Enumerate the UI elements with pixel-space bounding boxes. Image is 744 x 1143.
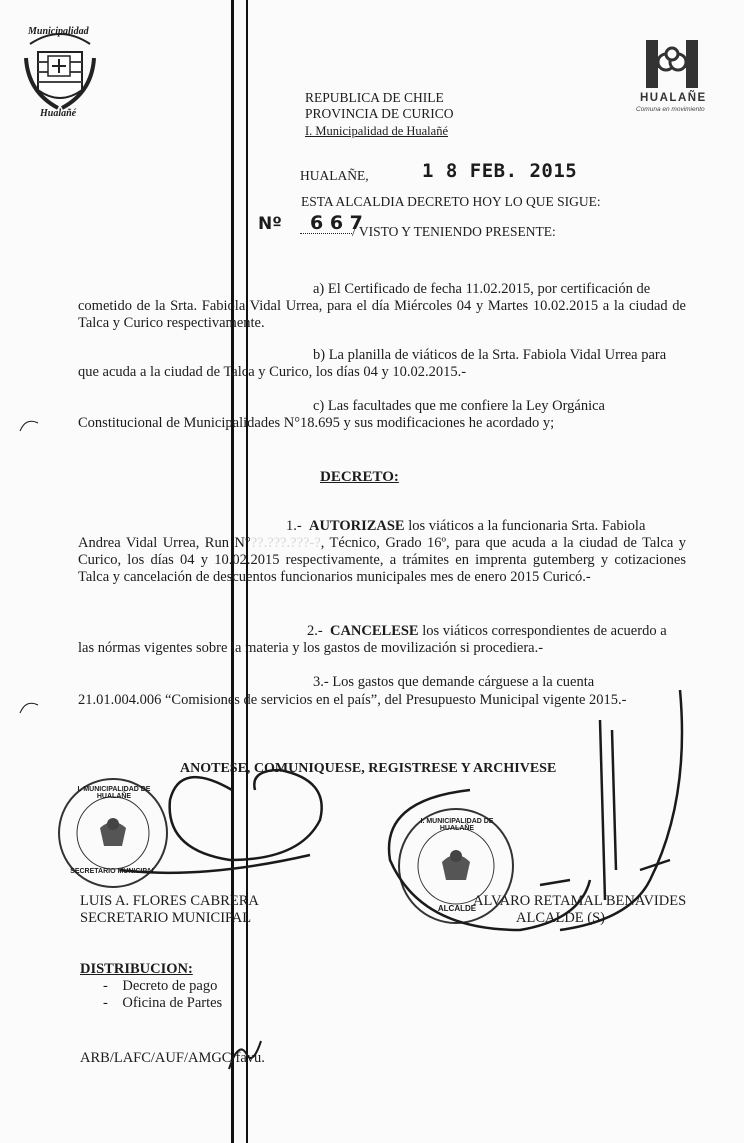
- distribution-heading: DISTRIBUCION:: [80, 961, 193, 977]
- date-stamp: 1 8 FEB. 2015: [422, 160, 578, 182]
- secretary-name: LUIS A. FLORES CABRERA: [80, 893, 259, 909]
- header-province: PROVINCIA DE CURICO: [305, 106, 454, 121]
- article-2-number: 2.-: [307, 623, 323, 639]
- header-republic: REPUBLICA DE CHILE: [305, 90, 444, 105]
- article-2-keyword: CANCELESE: [329, 623, 419, 639]
- article-1-body-start: Andrea Vidal Urrea, Run N°: [78, 535, 251, 551]
- distribution-item: - Decreto de pago: [103, 978, 218, 994]
- consideration-a-first: a) El Certificado de fecha 11.02.2015, por certificación de: [313, 281, 651, 297]
- article-2-rest: las nórmas vigentes sobre la materia y los gastos de movilización si procediera.-: [78, 640, 544, 656]
- article-1-number: 1.-: [286, 518, 302, 534]
- article-1-body-end: , Técnico, Grado 16º, para que acuda a la ciudad de Talca y Curico, los días 04 y 10.02.2015 respectivamente, a trámites en imprenta gutemberg y cotizaciones Talca y cancelación de descuentos funcionarios municipales mes de enero 2015 Curicó.-: [78, 535, 686, 585]
- decree-no-label: Nº: [258, 214, 282, 234]
- distribution-item: - Oficina de Partes: [103, 995, 223, 1011]
- distribution-item-label: Decreto de pago: [122, 978, 218, 994]
- article-1-run-redacted: ??.???.???-?: [250, 535, 321, 551]
- crest-top-text: Municipalidad: [28, 26, 89, 37]
- margin-mark: [18, 697, 42, 717]
- secretary-title: SECRETARIO MUNICIPAL: [80, 910, 252, 926]
- distribution-item-label: Oficina de Partes: [122, 995, 223, 1011]
- mayor-name: ALVARO RETAMAL BENAVIDES: [473, 893, 687, 909]
- brand-name: HUALAÑE: [640, 92, 707, 104]
- decree-number: 6 6 7: [310, 212, 363, 234]
- decree-intro: ESTA ALCALDIA DECRETO HOY LO QUE SIGUE:: [301, 194, 601, 209]
- consideration-a-rest: cometido de la Srta. Fabiola Vidal Urrea, para el día Miércoles 04 y Martes 10.02.2015 a la ciudad de Talca y Curico respectivamente.: [78, 298, 686, 331]
- mayor-stamp-bottom: ALCALDE: [437, 904, 477, 913]
- article-1-keyword: AUTORIZASE: [308, 518, 405, 534]
- decreto-heading: DECRETO:: [320, 469, 399, 485]
- mayor-title: ALCALDE (S): [516, 910, 606, 926]
- article-1-first-rest: los viáticos a la funcionaria Srta. Fabiola: [408, 518, 646, 534]
- mayor-stamp-top: I. MUNICIPALIDAD DE HUALAÑE: [420, 818, 494, 832]
- decree-visto: / VISTO Y TENIENDO PRESENTE:: [352, 224, 556, 239]
- crest-bottom-text: Hualañé: [40, 108, 77, 119]
- article-3-first: 3.- Los gastos que demande cárguese a la cuenta: [313, 674, 595, 690]
- consideration-c-rest: Constitucional de Municipalidades N°18.695 y sus modificaciones he acordado y;: [78, 415, 555, 431]
- header-municipality: I. Municipalidad de Hualañé: [305, 124, 449, 138]
- date-place: HUALAÑE,: [300, 168, 369, 183]
- consideration-b-rest: que acuda a la ciudad de Talca y Curico, los días 04 y 10.02.2015.-: [78, 364, 467, 380]
- consideration-c-first: c) Las facultades que me confiere la Ley Orgánica: [313, 398, 605, 414]
- initials-scribble: [225, 1035, 265, 1075]
- secretary-stamp-bottom: SECRETARIO MUNICIPAL: [70, 868, 156, 875]
- brand-tagline: Comuna en movimiento: [636, 106, 705, 113]
- secretary-stamp-top: I. MUNICIPALIDAD DE HUALAÑE: [77, 786, 151, 800]
- margin-mark: [18, 415, 42, 435]
- consideration-b-first: b) La planilla de viáticos de la Srta. Fabiola Vidal Urrea para: [313, 347, 667, 363]
- article-3-rest: 21.01.004.006 “Comisiones de servicios en el país”, del Presupuesto Municipal vigente 2015.-: [78, 692, 627, 708]
- article-2-first-rest: los viáticos correspondientes de acuerdo a: [422, 623, 667, 639]
- closing-formula: ANOTESE, COMUNIQUESE, REGISTRESE Y ARCHIVESE: [180, 761, 557, 776]
- initials-line: ARB/LAFC/AUF/AMGC/favu.: [80, 1050, 265, 1066]
